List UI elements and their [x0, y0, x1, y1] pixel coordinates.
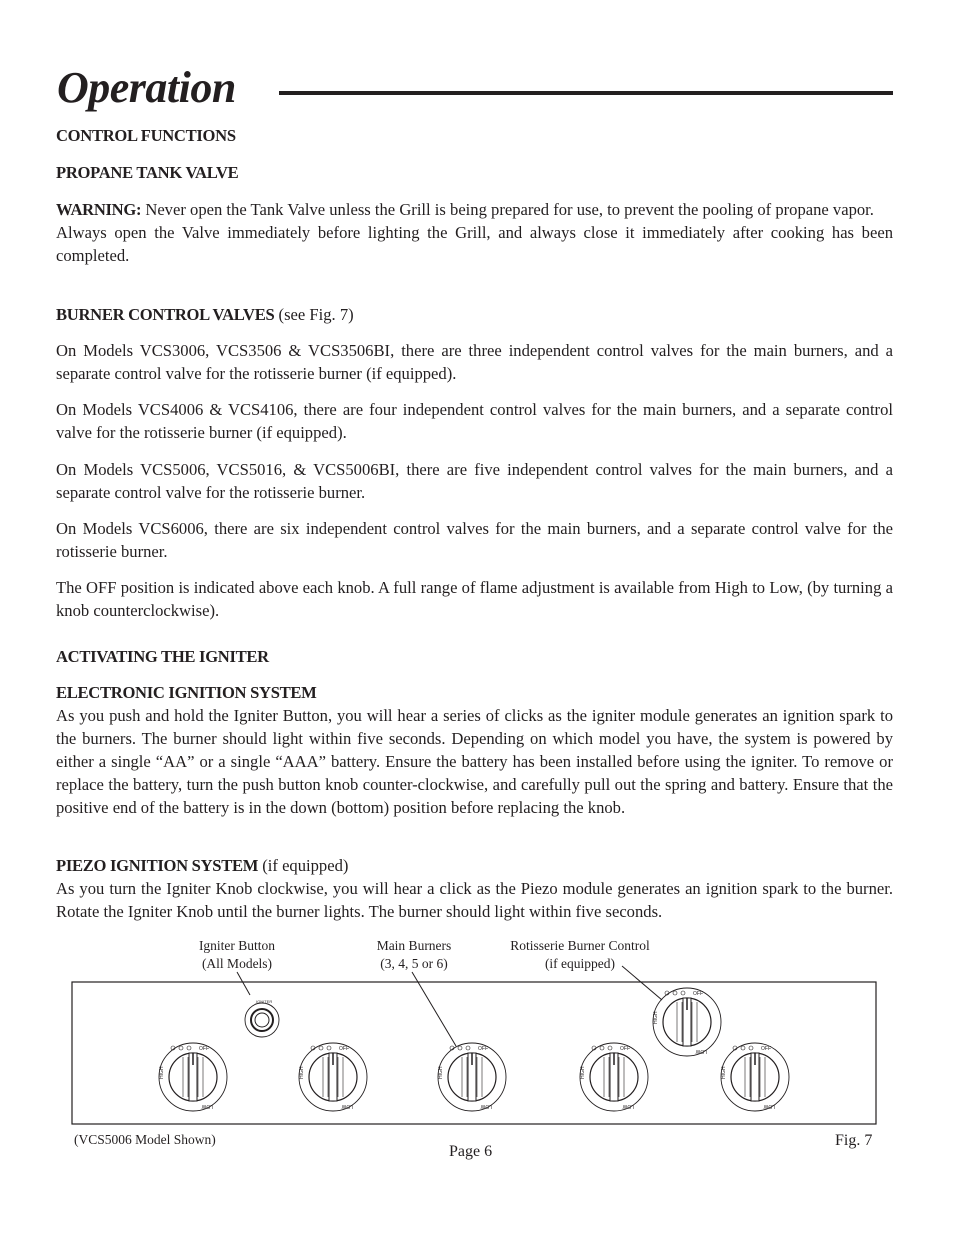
leader-rotisserie	[622, 966, 662, 1000]
leader-igniter	[237, 972, 250, 995]
warning-text: Never open the Tank Valve unless the Grill is being prepared for use, to prevent the pooling of propane vapor.	[141, 200, 874, 219]
knob-high-label: HIGH	[438, 1066, 444, 1079]
burner-fig-ref: (see Fig. 7)	[274, 305, 354, 324]
knob-off-label: OFF	[478, 1046, 488, 1052]
knob-high-label: HIGH	[653, 1011, 659, 1024]
knob-off-label: OFF	[761, 1046, 771, 1052]
knob-low-label: LOW	[695, 1048, 707, 1054]
main-burner-knob-4	[580, 1043, 648, 1111]
label-main-line1: Main Burners	[376, 938, 452, 953]
knob-high-label: HIGH	[299, 1066, 305, 1079]
label-rot-line2: (if equipped)	[544, 956, 616, 971]
label-main-line2: (3, 4, 5 or 6)	[380, 956, 448, 971]
warning-label: WARNING:	[56, 200, 142, 219]
label-rot-line1: Rotisserie Burner Control	[510, 938, 650, 953]
label-igniter-line2: (All Models)	[201, 956, 273, 971]
heading-piezo-ignition: PIEZO IGNITION SYSTEM	[56, 856, 259, 875]
page-number: Page 6	[449, 1143, 493, 1160]
page-title: Operation	[57, 63, 236, 112]
igniter-label: IGNITER	[256, 999, 273, 1004]
knob-off-label: OFF	[620, 1046, 630, 1052]
knob-low-label: LOW	[201, 1103, 213, 1109]
heading-burner-control-valves: BURNER CONTROL VALVES	[56, 305, 275, 324]
knob-low-label: LOW	[763, 1103, 775, 1109]
main-burner-knob-2	[299, 1043, 367, 1111]
knob-group	[159, 988, 789, 1111]
heading-activating-igniter: ACTIVATING THE IGNITER	[56, 647, 269, 666]
knob-off-label: OFF	[199, 1046, 209, 1052]
knob-low-label: LOW	[480, 1103, 492, 1109]
heading-propane-tank-valve: PROPANE TANK VALVE	[56, 163, 239, 182]
knob-off-label: OFF	[339, 1046, 349, 1052]
caption-model-shown: (VCS5006 Model Shown)	[74, 1132, 216, 1147]
knob-low-label: LOW	[622, 1103, 634, 1109]
main-burner-knob-3	[438, 1043, 506, 1111]
knob-off-label: OFF	[693, 991, 703, 997]
knob-low-label: LOW	[341, 1103, 353, 1109]
paragraph-piezo-ignition: As you turn the Igniter Knob clockwise, you will hear a click as the Piezo module generates an ignition spark to the burner. Rotate the Igniter Knob until the burner lights. The burner should light within five seconds.	[56, 879, 893, 921]
piezo-ref: (if equipped)	[258, 856, 349, 875]
warning-text-2: Always open the Valve immediately before lighting the Grill, and always close it immediately after cooking has been completed.	[56, 223, 893, 265]
leader-main-burners	[412, 972, 456, 1046]
heading-electronic-ignition: ELECTRONIC IGNITION SYSTEM	[56, 683, 317, 702]
heading-control-functions: CONTROL FUNCTIONS	[56, 126, 236, 145]
paragraph-electronic-ignition: As you push and hold the Igniter Button, you will hear a series of clicks as the igniter module generates an ignition spark to the burners. The burner should light within five seconds. Depending on which model you have, the system is powered by either a single “AA” or a single “AAA” battery. Ensure the battery has been installed before using the igniter. To remove or replace the battery, turn the push button knob counter-clockwise, and carefully pull out the spring and battery. Ensure that the positive end of the battery is in the down (bottom) position before replacing the knob.	[56, 706, 893, 817]
paragraph-models-3: On Models VCS3006, VCS3506 & VCS3506BI, there are three independent control valves for the main burners, and a separate control valve for the rotisserie burner (if equipped).	[56, 341, 893, 383]
knob-high-label: HIGH	[159, 1066, 165, 1079]
main-burner-knob-5	[721, 1043, 789, 1111]
label-igniter-line1: Igniter Button	[198, 938, 276, 953]
knob-high-label: HIGH	[721, 1066, 727, 1079]
caption-fig: Fig. 7	[835, 1132, 873, 1149]
paragraph-off-position: The OFF position is indicated above each knob. A full range of flame adjustment is available from High to Low, (by turning a knob counterclockwise).	[56, 578, 893, 620]
knob-high-label: HIGH	[580, 1066, 586, 1079]
paragraph-models-4: On Models VCS4006 & VCS4106, there are four independent control valves for the main burners, and a separate control valve for the rotisserie burner (if equipped).	[56, 400, 893, 442]
igniter-button-icon	[245, 999, 279, 1037]
paragraph-models-5: On Models VCS5006, VCS5016, & VCS5006BI, there are five independent control valves for the main burners, and a separate control valve for the rotisserie burner.	[56, 460, 893, 502]
rotisserie-burner-knob	[653, 988, 721, 1056]
main-burner-knob-1	[159, 1043, 227, 1111]
paragraph-models-6: On Models VCS6006, there are six independent control valves for the main burners, and a separate control valve for the rotisserie burner.	[56, 519, 893, 561]
